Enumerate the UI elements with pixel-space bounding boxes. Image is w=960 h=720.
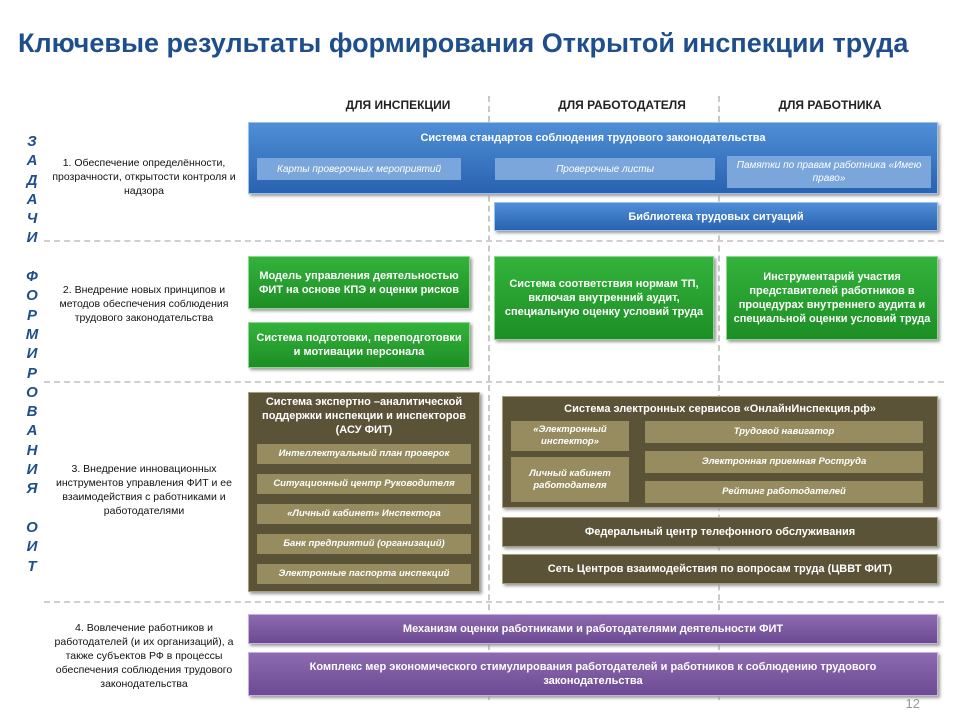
vertical-letter: А bbox=[26, 152, 38, 170]
vertical-letter: И bbox=[26, 538, 38, 556]
vertical-letter: Н bbox=[26, 441, 38, 459]
checklists-item: Проверочные листы bbox=[495, 158, 715, 180]
online-services-title: Система электронных сервисов «ОнлайнИнспекция.рф» bbox=[564, 403, 876, 415]
vertical-letter: А bbox=[26, 422, 38, 440]
inspection-cards-item: Карты проверочных мероприятий bbox=[257, 158, 461, 180]
vertical-letter: О bbox=[26, 518, 38, 536]
row-divider-1 bbox=[44, 240, 944, 242]
worker-participation-toolkit: Инструментарий участия представителей работников в процедурах внутреннего аудита и специальной оценки условий труда bbox=[726, 256, 938, 340]
worker-rights-memo-item: Памятки по правам работника «Имею право» bbox=[727, 156, 931, 188]
vertical-letter: Я bbox=[26, 480, 38, 498]
staff-training-system: Система подготовки, переподготовки и мотивации персонала bbox=[248, 322, 470, 368]
vertical-letter: М bbox=[25, 325, 39, 343]
asu-item: «Личный кабинет» Инспектора bbox=[257, 504, 471, 524]
asu-fit-title: Система экспертно –аналитической поддержки инспекции и инспекторов (АСУ ФИТ) bbox=[262, 396, 466, 436]
vertical-letter: Т bbox=[27, 557, 37, 575]
vertical-letter bbox=[22, 499, 42, 518]
page-number: 12 bbox=[905, 696, 920, 711]
vertical-letter: Ф bbox=[26, 268, 38, 286]
asu-item: Интеллектуальный план проверок bbox=[257, 444, 471, 464]
assessment-mechanism: Механизм оценки работниками и работодателями деятельности ФИТ bbox=[248, 614, 938, 644]
vertical-letter: З bbox=[27, 133, 37, 150]
vertical-letter: О bbox=[26, 383, 38, 401]
task-3: 3. Внедрение инновационных инструментов управления ФИТ и ее взаимодействия с работниками и работодателями bbox=[56, 463, 232, 517]
vertical-letter: Р bbox=[26, 364, 37, 382]
page-title: Ключевые результаты формирования Открытой инспекции труда bbox=[18, 28, 909, 58]
labor-navigator-item: Трудовой навигатор bbox=[645, 421, 923, 443]
vertical-label-tasks bbox=[22, 132, 42, 576]
rostrud-reception-item: Электронная приемная Роструда bbox=[645, 451, 923, 473]
asu-fit-system-box bbox=[248, 392, 480, 592]
vertical-letter: Ч bbox=[26, 210, 38, 228]
vertical-letter: Р bbox=[26, 306, 37, 324]
vertical-letter: И bbox=[26, 461, 38, 479]
column-header-employer: ДЛЯ РАБОТОДАТЕЛЯ bbox=[558, 98, 686, 112]
task-2: 2. Внедрение новых принципов и методов обеспечения соблюдения трудового законодательства bbox=[59, 284, 229, 324]
kpi-management-model: Модель управления деятельностью ФИТ на основе КПЭ и оценки рисков bbox=[248, 256, 470, 309]
federal-call-center: Федеральный центр телефонного обслуживания bbox=[502, 517, 938, 547]
vertical-letter: А bbox=[26, 190, 38, 208]
asu-item: Банк предприятий (организаций) bbox=[257, 534, 471, 554]
asu-item: Электронные паспорта инспекций bbox=[257, 564, 471, 584]
electronic-inspector-item: «Электронный инспектор» bbox=[511, 421, 629, 451]
vertical-letter: И bbox=[26, 229, 38, 247]
task-1: 1. Обеспечение определённости, прозрачности, открытости контроля и надзора bbox=[52, 157, 236, 197]
compliance-system: Система соответствия нормам ТП, включая внутренний аудит, специальную оценку условий труда bbox=[494, 256, 714, 340]
employer-rating-item: Рейтинг работодателей bbox=[645, 481, 923, 503]
asu-item: Ситуационный центр Руководителя bbox=[257, 474, 471, 494]
task-4: 4. Вовлечение работников и работодателей (и их организаций), а также субъектов РФ в процессы обеспечения соблюдения трудового законодательства bbox=[54, 622, 234, 690]
standards-system-title: Система стандартов соблюдения трудового законодательства bbox=[420, 132, 766, 144]
vertical-letter: Д bbox=[26, 171, 38, 189]
online-services-box bbox=[502, 396, 938, 508]
vertical-letter bbox=[22, 248, 42, 267]
standards-system-box bbox=[248, 122, 938, 194]
vertical-letter: В bbox=[26, 403, 38, 421]
vertical-letter: О bbox=[26, 287, 38, 305]
employer-cabinet-item: Личный кабинет работодателя bbox=[511, 457, 629, 502]
labor-situations-library: Библиотека трудовых ситуаций bbox=[494, 202, 938, 231]
column-header-employee: ДЛЯ РАБОТНИКА bbox=[778, 98, 882, 112]
vertical-letter: И bbox=[26, 345, 38, 363]
economic-incentives-complex: Комплекс мер экономического стимулирования работодателей и работников к соблюдению трудового законодательства bbox=[248, 652, 938, 696]
interaction-centers-network: Сеть Центров взаимодействия по вопросам труда (ЦВВТ ФИТ) bbox=[502, 554, 938, 584]
column-header-inspection: ДЛЯ ИНСПЕКЦИИ bbox=[345, 98, 451, 112]
row-divider-3 bbox=[44, 601, 944, 603]
row-divider-2 bbox=[44, 381, 944, 383]
